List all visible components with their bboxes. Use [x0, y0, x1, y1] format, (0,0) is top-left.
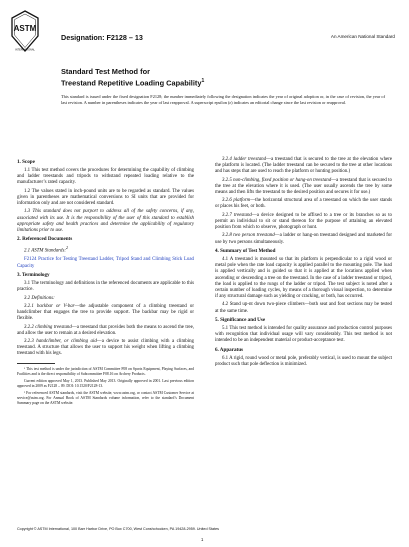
national-standard-label: An American National Standard	[330, 34, 395, 39]
term-ladder-treestand: 3.2.4 ladder treestand	[222, 157, 267, 162]
designation: Designation: F2128 – 13	[61, 33, 143, 42]
def-climbing-treestand: —a treestand that provides both the means to ascend the tree, and allow the user to remain at a desired elevation.	[17, 324, 194, 336]
term-platform: 3.2.6 platform	[222, 198, 251, 204]
footnote-2: ² For referenced ASTM standards, visit the ASTM website, www.astm.org, or contact ASTM Customer Service at service@astm.org. For Annual Book of ASTM Standards volume information, refer to the standard’s Document Summary page on the ASTM website.	[17, 390, 194, 405]
referenced-footnote-ref: 2	[65, 245, 69, 251]
section-heading-referenced: 2. Referenced Documents	[17, 236, 73, 243]
terminology-3-2-6	[215, 198, 392, 210]
section-heading-summary: 4. Summary of Test Method	[215, 247, 276, 254]
term-climbing-treestand: 3.2.2 climbing treestand	[24, 324, 72, 330]
terminology-3-2: 3.2 Definitions:	[24, 295, 55, 301]
section-heading-significance: 5. Significance and Use	[215, 316, 266, 323]
footnote-1: ¹ This test method is under the jurisdiction of ASTM Committee F08 on Sports Equipment, Playing Surfaces, and Facilities and is the direct responsibility of Subcommittee F08.16 on Archery Products.	[17, 366, 194, 376]
summary-4-2: 4.2 Stand up-nt down two-piece climbers—both seat and foot sections may be tested at the same time.	[215, 302, 392, 314]
logo-subtext: INTERNATIONAL	[15, 48, 35, 52]
def-handclimber: —a device to assist climbing with a climbing treestand. A structure that allows the user to support his weight when lifting a climbing treestand with his legs.	[17, 339, 194, 357]
referenced-item	[17, 257, 194, 269]
terminology-3-2-1	[17, 304, 194, 322]
term-backbar: 3.2.1 backbar or V-bar	[24, 303, 75, 309]
def-non-climbing: —a treestand that is secured to the tree at the elevation where it is used. (The user usually ascends the tree by some means and then lifts the treestand to the desired position and secures it for use.)	[215, 177, 392, 195]
left-column	[17, 157, 194, 408]
referenced-2-1-text: 2.1 ASTM Standards:	[24, 249, 66, 255]
page-number: 1	[201, 537, 204, 542]
logo-text: ASTM	[13, 24, 37, 33]
term-handclimber: 3.2.3 handclimber, or climbing aid	[24, 339, 97, 345]
referenced-2-1	[17, 245, 194, 255]
significance-5-1: 5.1 This test method is intended for quality assurance and production control purposes with recognition that individual usage will vary considerably. This test method is not intended to be an independent material or product-acceptance test.	[215, 326, 392, 344]
def-treestand: —a device designed to be affixed to a tree or its branches so as to permit an individual to sit or stand thereon for the purpose of attaining an elevated position from which to observe, photograph or hunt.	[215, 212, 393, 231]
section-heading-terminology: 3. Terminology	[17, 271, 50, 278]
astm-logo	[10, 10, 40, 52]
f2124-title[interactable]: Practice for Testing Treestand Ladder, Tripod Stand and Climbing Stick Load Capacity	[17, 257, 194, 269]
right-column	[215, 157, 392, 370]
document-title	[61, 67, 361, 88]
f2124-link[interactable]: F2124	[24, 257, 37, 263]
apparatus-6-1: 6.1 A rigid, round wood or metal pole, preferably vertical, is used to mount the subject product such that pole deflection is minimized.	[215, 355, 392, 368]
def-platform: —the horizontal structural area of a treestand on which the user stands or places his feet, or both.	[215, 198, 392, 210]
section-heading-apparatus: 6. Apparatus	[215, 346, 244, 353]
terminology-3-2-4	[215, 157, 392, 175]
def-two-person: —a ladder or hang-on treestand designed and marketed for use by two persons simultaneously.	[215, 233, 392, 245]
scope-1-1: 1.1 This test method covers the procedures for determining the capability of climbing and ladder treestands and tripods to withstand repeated loading relative to the manufacturer’s rated capacity.	[17, 168, 194, 186]
designation-notice: This standard is issued under the fixed designation F2128; the number immediately following the designation indicates the year of original adoption or, in the case of revision, the year of last revision. A number in parentheses indicates the year of last reapproval. A superscript epsilon (ε) indicates an editorial change since the last revision or reapproval.	[61, 94, 385, 106]
title-line1: Standard Test Method for	[61, 67, 150, 76]
terminology-3-2-8	[215, 233, 392, 245]
footnote-divider	[17, 363, 55, 364]
terminology-3-1: 3.1 The terminology and definitions in the referenced documents are applicable to this practice.	[17, 281, 194, 293]
terminology-3-2-3	[17, 339, 194, 357]
term-non-climbing: 3.2.5 non-climbing, fixed position or hang-on treestand	[222, 177, 332, 183]
term-two-person: 3.2.8 two person treestand	[222, 233, 275, 239]
copyright-footer: Copyright © ASTM International, 100 Barr Harbor Drive, PO Box C700, West Conshohocken, PA 19428-2959. United States	[17, 527, 220, 531]
title-footnote-ref: 1	[201, 77, 205, 84]
term-treestand: 3.2.7 treestand	[222, 212, 252, 218]
def-backbar: —the adjustable component of a climbing treestand or handclimber that engages the tree to provide support. The backbar may be rigid or flexible.	[17, 303, 194, 322]
footnote-1-edition: Current edition approved May 1, 2013. Published May 2013. Originally approved in 2001. Last previous edition approved in 2009 as F2128 – 09. DOI: 10.1520/F2128-13.	[17, 378, 194, 388]
section-heading-scope: 1. Scope	[17, 159, 35, 165]
summary-4-1: 4.1 A treestand is mounted so that its platform is perpendicular to a rigid wood or metal pole when the rate load capacity is applied parallel to the mounting pole. The load is applied vertically and is guided so that it is applied at the locations applied when ascending or descending a tree on the treestand. In the case of a ladder treestand or tripod, the load is applied to the rungs of the ladder or tripod. The test subject is noted after a certain number of loading cycles, by means of a thorough visual inspection, to determine if any structural damage such as yielding or cracking, or both, has occurred.	[215, 257, 392, 300]
def-ladder-treestand: —a treestand that is secured to the tree at the elevation where the platform is located. (The ladder treestand can be secured to the tree at other locations and has steps that are used to reach the platform or hunting position.)	[215, 157, 392, 175]
scope-1-3: 1.3 This standard does not purport to address all of the safety concerns, if any, associated with its use. It is the responsibility of the user of this standard to establish appropriate safety and health practices and determine the applicability of regulatory limitations prior to use.	[17, 209, 194, 233]
terminology-3-2-7	[215, 213, 392, 231]
terminology-3-2-5	[215, 178, 392, 196]
title-line2: Treestand Repetitive Loading Capability	[61, 78, 202, 88]
terminology-3-2-2	[17, 325, 194, 337]
scope-1-2: 1.2 The values stated in inch-pound units are to be regarded as standard. The values given in parentheses are mathematical conversions to SI units that are provided for information only and are not considered standard.	[17, 188, 194, 207]
